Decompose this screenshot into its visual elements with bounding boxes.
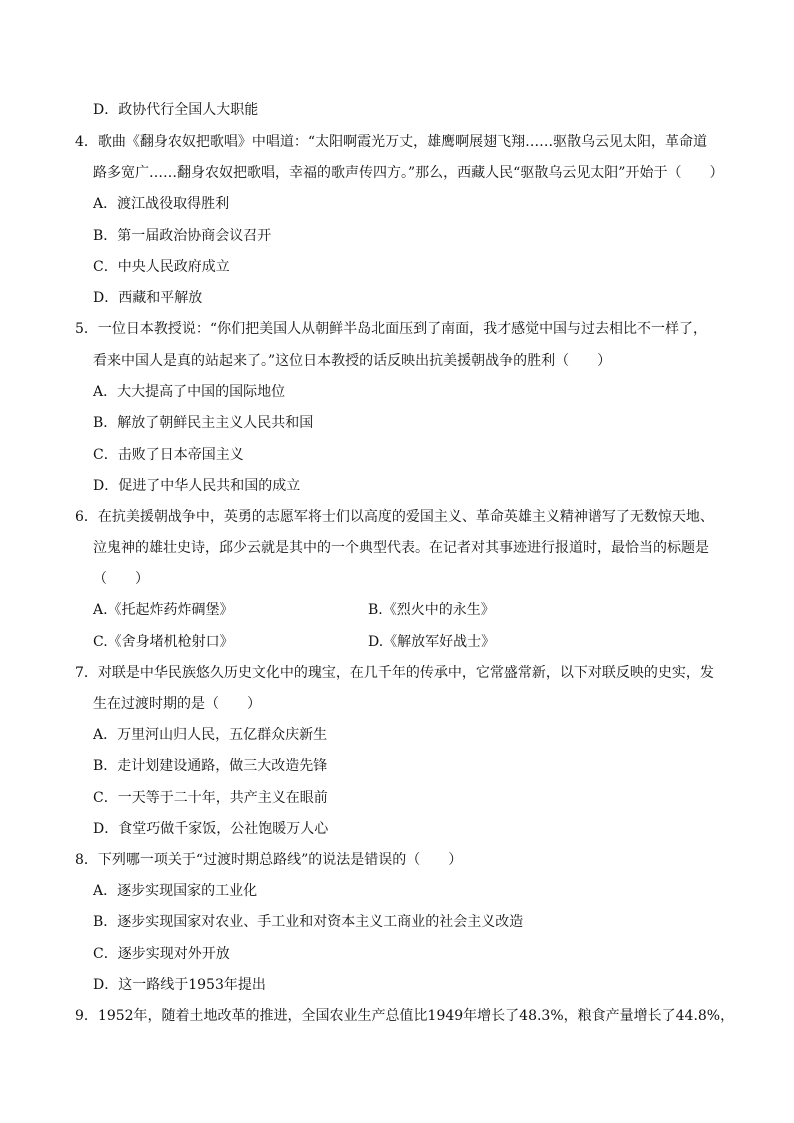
q4-stem-line1: 4．歌曲《翻身农奴把歌唱》中唱道：“太阳啊霞光万丈，雄鹰啊展翅飞翔……驱散乌云见太阳，革命道 — [75, 134, 708, 150]
q5-stem-line1: 5．一位日本教授说：“你们把美国人从朝鲜半岛北面压到了南面，我才感觉中国与过去相比不一样了， — [75, 321, 708, 337]
q6-option-a: A.《托起炸药炸碉堡》 — [93, 602, 234, 618]
q7-option-d: D．食堂巧做千家饭，公社饱暖万人心 — [93, 821, 329, 837]
q7-option-a: A．万里河山归人民，五亿群众庆新生 — [93, 727, 328, 743]
q6-stem-line3: （ ） — [93, 571, 149, 587]
q5-stem-line2: 看来中国人是真的站起来了。”这位日本教授的话反映出抗美援朝战争的胜利（ ） — [93, 353, 612, 369]
q5-option-c: C．击败了日本帝国主义 — [93, 447, 244, 463]
q4-option-a: A．渡江战役取得胜利 — [93, 196, 230, 212]
q6-stem-line1: 6．在抗美援朝战争中，英勇的志愿军将士们以高度的爱国主义、革命英雄主义精神谱写了无数惊天地、 — [75, 509, 714, 525]
q6-stem-line2: 泣鬼神的雄壮史诗，邱少云就是其中的一个典型代表。在记者对其事迹进行报道时，最恰当的标题是 — [93, 540, 709, 556]
q4-option-b: B．第一届政治协商会议召开 — [93, 228, 272, 244]
q5-option-d: D．促进了中华人民共和国的成立 — [93, 478, 301, 494]
q8-option-b: B．逐步实现国家对农业、手工业和对资本主义工商业的社会主义改造 — [93, 914, 524, 930]
q7-stem-line1: 7．对联是中华民族悠久历史文化中的瑰宝，在几千年的传承中，它常盛常新，以下对联反映的史实，发 — [75, 665, 714, 681]
q4-option-c: C．中央人民政府成立 — [93, 259, 230, 275]
q7-stem-line2: 生在过渡时期的是（ ） — [93, 696, 261, 712]
q8-option-c: C．逐步实现对外开放 — [93, 946, 230, 962]
q6-option-b: B.《烈火中的永生》 — [368, 602, 495, 618]
q6-option-d: D.《解放军好战士》 — [368, 634, 496, 650]
q5-option-b: B．解放了朝鲜民主主义人民共和国 — [93, 415, 314, 431]
q7-option-b: B．走计划建设通路，做三大改造先锋 — [93, 758, 328, 774]
q7-option-c: C．一天等于二十年，共产主义在眼前 — [93, 790, 328, 806]
q3-option-d: D．政协代行全国人大职能 — [93, 102, 259, 118]
q4-stem-line2: 路多宽广……翻身农奴把歌唱，幸福的歌声传四方。”那么，西藏人民“驱散乌云见太阳”开始于（ ） — [93, 165, 724, 181]
q4-option-d: D．西藏和平解放 — [93, 290, 203, 306]
q8-option-d: D．这一路线于1953年提出 — [93, 977, 266, 993]
q6-option-c: C.《舍身堵机枪射口》 — [93, 634, 234, 650]
q5-option-a: A．大大提高了中国的国际地位 — [93, 384, 286, 400]
q8-option-a: A．逐步实现国家的工业化 — [93, 883, 258, 899]
q9-stem-line1: 9．1952年，随着土地改革的推进，全国农业生产总值比1949年增长了48.3%，粮食产量增长了44.8%， — [75, 1008, 735, 1024]
q8-stem-line1: 8．下列哪一项关于“过渡时期总路线”的说法是错误的（ ） — [75, 852, 463, 868]
